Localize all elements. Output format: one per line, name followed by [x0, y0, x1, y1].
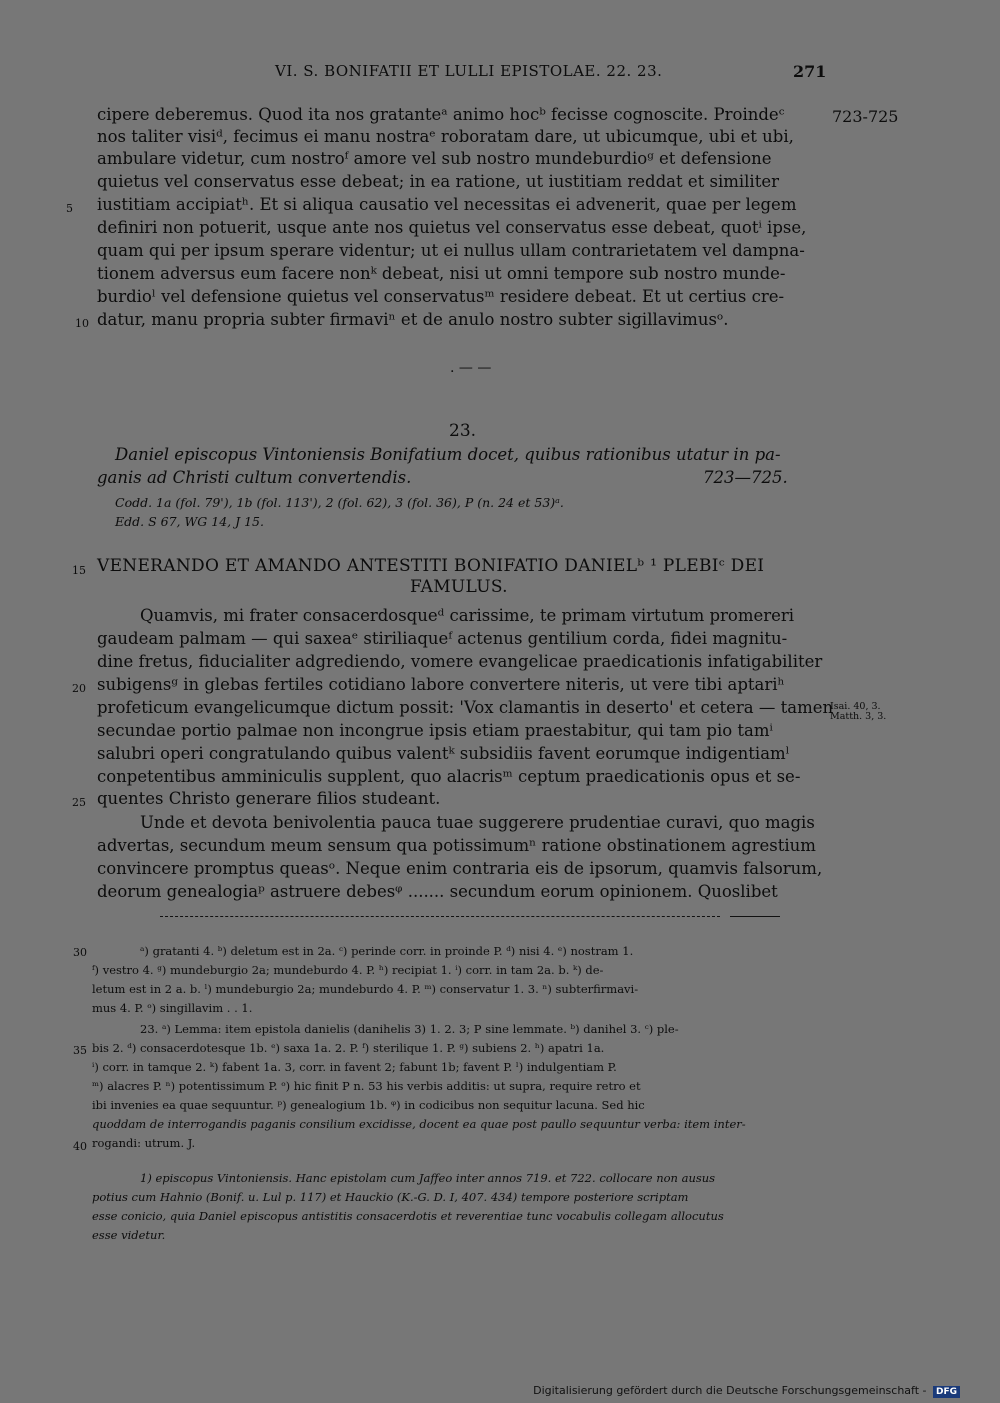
apparatus-line: bis 2. ᵈ) consacerdotesque 1b. ᵉ) saxa 1a. 2. P. ᶠ) sterilique 1. P. ᵍ) subiens 2. ʰ) apatri 1a. [92, 1041, 605, 1055]
date-margin-22: 723-725 [832, 107, 899, 126]
text-line: tionem adversus eum facere nonᵏ debeat, nisi ut omni tempore sub nostro munde- [97, 264, 786, 283]
text-line: quietus vel conservatus esse debeat; in ea ratione, ut iustitiam reddat et similiter [97, 172, 779, 191]
footnote-line: 1) episcopus Vintoniensis. Hanc epistolam cum Jaffeo inter annos 719. et 722. collocare non ausus [140, 1171, 716, 1185]
text-line: quentes Christo generare filios studeant. [97, 789, 441, 808]
line-number: 40 [73, 1140, 87, 1153]
scripture-ref-isaiah: Isai. 40, 3. [830, 701, 881, 712]
line-number: 35 [73, 1044, 87, 1057]
editions: Edd. S 67, WG 14, J 15. [115, 514, 264, 529]
text-line: secundae portio palmae non incongrue ipsis etiam praestabitur, qui tam pio tamⁱ [97, 721, 773, 740]
text-line: dine fretus, fiducialiter adgrediendo, vomere evangelicae praedicationis infatigabiliter [97, 652, 823, 671]
text-line: salubri operi congratulando quibus valentᵏ subsidiis favent eorumque indigentiamˡ [97, 744, 790, 763]
apparatus-line: quoddam de interrogandis paganis consilium excidisse, docent ea quae post paullo sequuntur verba: item inter- [92, 1117, 746, 1131]
apparatus-line: rogandi: utrum. J. [92, 1136, 196, 1150]
line-number: 30 [73, 946, 87, 959]
scripture-reference [830, 702, 886, 722]
lemma-line: ganis ad Christi cultum convertendis. [97, 468, 412, 487]
text-line: datur, manu propria subter firmaviⁿ et de anulo nostro subter sigillavimusᵒ. [97, 310, 729, 329]
footnote-line: potius cum Hahnio (Bonif. u. Lul p. 117) et Hauckio (K.-G. D. I, 407. 434) tempore posteriore scriptam [92, 1190, 689, 1204]
apparatus-line: ibi invenies ea quae sequuntur. ᵖ) genealogium 1b. ᵠ) in codicibus non sequitur lacuna. Sed hic [92, 1098, 645, 1112]
text-line: deorum genealogiaᵖ astruere debesᵠ ....... secundum eorum opinionem. Quoslibet [97, 882, 778, 901]
dfg-logo: DFG [933, 1386, 960, 1398]
letter-number: 23. [449, 421, 477, 441]
lemma-line: Daniel episcopus Vintoniensis Bonifatium docet, quibus rationibus utatur in pa- [115, 445, 781, 464]
apparatus-line: mus 4. P. ᵒ) singillavim . . 1. [92, 1001, 253, 1015]
footnote-line: esse conicio, quia Daniel episcopus antistitis consacerdotis et reverentiae tunc vocabulis collegam allocutus [92, 1209, 724, 1223]
apparatus-line: letum est in 2 a. b. ˡ) mundeburgio 2a; mundeburdo 4. P. ᵐ) conservatur 1. 3. ⁿ) subterfirmavi- [92, 982, 639, 996]
apparatus-line: ᶠ) vestro 4. ᵍ) mundeburgio 2a; mundeburdo 4. P. ʰ) recipiat 1. ⁱ) corr. in tam 2a. b. ᵏ) de- [92, 963, 604, 977]
text-line: ambulare videtur, cum nostroᶠ amore vel sub nostro mundeburdioᵍ et defensione [97, 149, 772, 168]
salutation: VENERANDO ET AMANDO ANTESTITI BONIFATIO DANIELᵇ ¹ PLEBIᶜ DEI [97, 556, 765, 576]
text-line: conpetentibus amminiculis supplent, quo alacrisᵐ ceptum praedicationis opus et se- [97, 767, 801, 786]
text-line: quam qui per ipsum sperare videntur; ut ei nullus ullam contrarietatem vel dampna- [97, 241, 805, 260]
line-number: 20 [72, 682, 86, 695]
apparatus-line: 23. ᵃ) Lemma: item epistola danielis (danihelis 3) 1. 2. 3; P sine lemmate. ᵇ) danihel 3. ᶜ) ple- [140, 1022, 679, 1036]
footnote-line: esse videtur. [92, 1228, 166, 1242]
text-line: iustitiam accipiatʰ. Et si aliqua causatio vel necessitas ei advenerit, quae per legem [97, 195, 797, 214]
line-number: 5 [66, 202, 73, 215]
page-number: 271 [793, 62, 827, 81]
section-separator: . — — [450, 360, 492, 376]
apparatus-line: ᵐ) alacres P. ⁿ) potentissimum P. ᵒ) hic finit P n. 53 his verbis additis: ut supra, require retro et [92, 1079, 641, 1093]
text-line: convincere promptus queasᵒ. Neque enim contraria eis de ipsorum, quamvis falsorum, [97, 859, 823, 878]
apparatus-line: ⁱ) corr. in tamque 2. ᵏ) fabent 1a. 3, corr. in favent 2; fabunt 1b; favent P. ˡ) indulgentiam P. [92, 1060, 617, 1074]
text-line: Quamvis, mi frater consacerdosqueᵈ carissime, te primam virtutum promereri [140, 606, 795, 625]
apparatus-rule [730, 916, 780, 917]
line-number: 15 [72, 564, 86, 577]
text-line: gaudeam palmam — qui saxeaᵉ stiriliaqueᶠ actenus gentilium corda, fidei magnitu- [97, 629, 788, 648]
scripture-ref-matthew: Matth. 3, 3. [830, 710, 887, 722]
text-line: nos taliter visiᵈ, fecimus ei manu nostraᵉ roboratam dare, ut ubicumque, ubi et ubi, [97, 127, 794, 146]
text-line: advertas, secundum meum sensum qua potissimumⁿ ratione obstinationem agrestium [97, 836, 816, 855]
text-line: definiri non potuerit, usque ante nos quietus vel conservatus esse debeat, quotⁱ ipse, [97, 218, 807, 237]
running-title: VI. S. BONIFATII ET LULLI EPISTOLAE. 22. 23. [275, 62, 663, 80]
digitization-credit [533, 1384, 960, 1398]
codices: Codd. 1a (fol. 79'), 1b (fol. 113'), 2 (fol. 62), 3 (fol. 36), P (n. 24 et 53)ᵃ. [115, 495, 564, 510]
line-number: 25 [72, 796, 86, 809]
line-number: 10 [75, 317, 89, 330]
text-line: profeticum evangelicumque dictum possit: 'Vox clamantis in deserto' et cetera — tamen [97, 698, 834, 717]
text-line: subigensᵍ in glebas fertiles cotidiano labore convertere niteris, ut vere tibi aptariʰ [97, 675, 785, 694]
text-line: cipere deberemus. Quod ita nos gratanteᵃ animo hocᵇ fecisse cognoscite. Proindeᶜ [97, 105, 785, 124]
lemma-date: 723—725. [703, 468, 788, 487]
apparatus-line: ᵃ) gratanti 4. ᵇ) deletum est in 2a. ᶜ) perinde corr. in proinde P. ᵈ) nisi 4. ᵉ) nostram 1. [140, 944, 634, 958]
text-line: Unde et devota benivolentia pauca tuae suggerere prudentiae curavi, quo magis [140, 813, 815, 832]
credit-text: Digitalisierung gefördert durch die Deutsche Forschungsgemeinschaft - [533, 1384, 927, 1397]
apparatus-rule [160, 916, 720, 917]
text-line: burdioˡ vel defensione quietus vel conservatusᵐ residere debeat. Et ut certius cre- [97, 287, 785, 306]
salutation: FAMULUS. [410, 577, 508, 597]
